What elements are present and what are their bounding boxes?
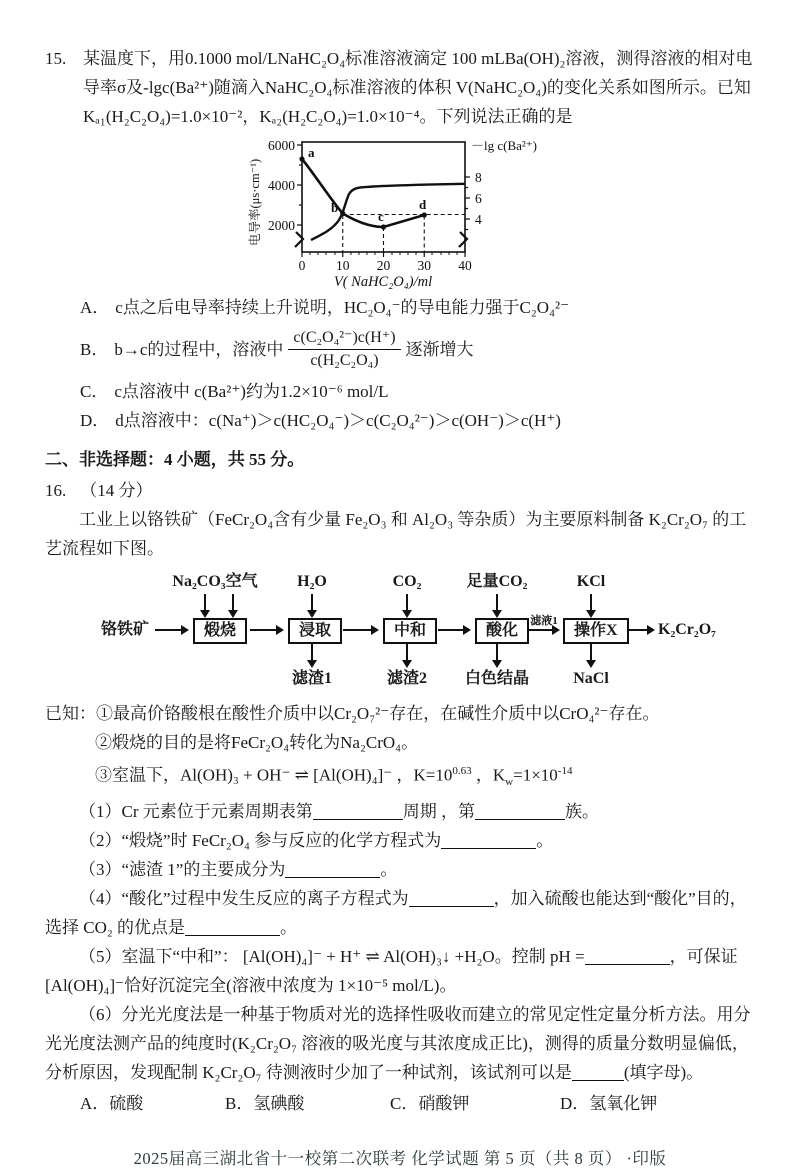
x-tick-30: 30 (417, 258, 431, 273)
right-tick-8: 8 (475, 170, 482, 185)
q15-stem-text: 某温度下，用0.1000 mol/LNaHC₂O₄标准溶液滴定 100 mLBa(OH)₂溶液，测得溶液的相对电导率σ及-lgc(Ba²⁺)随滴入NaHC₂O₄标准溶液的体积 V(NaHC₂O₄)的变化关系如图所示。已知Kₐ₁(H₂C₂O₄)=1.0×10⁻²，Kₐ₂(H₂C₂O₄)=1.0×10⁻⁴。下列说法正确的是 (83, 49, 753, 126)
x-tick-10: 10 (336, 258, 350, 273)
q15-number: 15. (45, 49, 67, 68)
choice-a: A．硫酸 (80, 1094, 144, 1114)
q15-option-c (80, 377, 755, 406)
q15-option-a (80, 293, 755, 322)
down-arrow-icon (232, 594, 234, 616)
point-b-label: b (331, 200, 339, 215)
sub1-text: （1）Cr 元素位于元素周期表第 (79, 802, 313, 822)
sub3-text2: 。 (380, 860, 398, 880)
flow-residue2: 滤渣2 (386, 670, 428, 687)
y-left-axis-label: 电导率(μs·cm⁻¹) (248, 158, 262, 246)
answer-blank (409, 890, 494, 907)
right-arrow-icon (628, 629, 653, 631)
known-item3-mid: ，K (471, 765, 506, 785)
titration-chart (45, 134, 755, 290)
flow-nacl: NaCl (573, 670, 609, 687)
flow-product-k2cr2o7: K₂Cr₂O₇ (658, 621, 716, 638)
q16-known-2: ②煅烧的目的是将FeCr₂O₄转化为Na₂CrO₄。 (95, 733, 419, 752)
point-c-label: c (378, 209, 384, 224)
flow-reagent-excess-co2: 足量CO₂ (466, 573, 528, 590)
flow-residue1: 滤渣1 (291, 670, 333, 687)
sub4-text3: 。 (280, 918, 298, 938)
known-item3-pre: ③室温下，Al(OH)₃ + OH⁻ ⇌ [Al(OH)₄]⁻ ，K=10 (95, 765, 453, 785)
flow-white-crystal: 白色结晶 (464, 670, 530, 687)
down-arrow-icon (406, 594, 408, 616)
answer-blank (475, 803, 565, 820)
sub1-text2: 周期 ，第 (402, 802, 475, 822)
down-arrow-icon (311, 644, 313, 666)
flow-reagent-kcl: KCl (576, 573, 606, 590)
q15-stem (45, 44, 755, 131)
sub4-text2: ，加入硫酸也能达到“酸化”目的，选择 CO₂ 的优点是 (45, 889, 747, 938)
answer-blank (572, 1064, 624, 1081)
q16-sub1 (45, 797, 755, 826)
right-arrow-icon (438, 629, 469, 631)
option-b-letter: B． (80, 340, 109, 359)
page-footer: 2025届高三湖北省十一校第二次联考 化学试题 第 5 页（共 8 页） ·印版 (133, 1149, 667, 1169)
fraction-numerator: c(C₂O₄²⁻)c(H⁺) (288, 327, 400, 350)
left-tick-2000: 2000 (268, 218, 295, 233)
known-item3-mid2: =1×10 (513, 765, 558, 785)
down-arrow-icon (311, 594, 313, 616)
answer-blank (185, 919, 280, 936)
flow-filtrate1-label: 滤液1 (530, 615, 558, 627)
x-tick-40: 40 (458, 258, 472, 273)
down-arrow-icon (590, 644, 592, 666)
q16-sub4 (45, 884, 755, 942)
down-arrow-icon (590, 594, 592, 616)
option-b-fraction (288, 327, 400, 372)
option-a-text: c点之后电导率持续上升说明，HC₂O₄⁻的导电能力强于C₂O₄²⁻ (115, 298, 570, 317)
q15-option-b (80, 327, 755, 372)
answer-blank (585, 948, 670, 965)
right-arrow-icon (343, 629, 377, 631)
q16-sub5 (45, 942, 755, 1000)
q16-known-1 (45, 699, 755, 728)
option-c-text: c点溶液中 c(Ba²⁺)约为1.2×10⁻⁶ mol/L (114, 382, 389, 401)
q16-sub3 (45, 855, 755, 884)
point-d-label: d (419, 197, 427, 212)
sub2-text: （2）“煅烧”时 FeCr₂O₄ 参与反应的化学方程式为 (79, 831, 442, 851)
y-right-axis-label: －lg c(Ba²⁺) (471, 138, 537, 153)
flow-step-leaching: 浸取 (288, 618, 342, 644)
point-a-label: a (308, 145, 315, 160)
flow-reagent-co2: CO₂ (392, 573, 422, 590)
x-axis-label: V( NaHC₂O₄)/ml (333, 274, 433, 290)
known-item1: ①最高价铬酸根在酸性介质中以Cr₂O₇²⁻存在，在碱性介质中以CrO₄²⁻存在。 (96, 704, 660, 723)
option-b-pre: b→c的过程中，溶液中 (114, 340, 284, 359)
x-tick-20: 20 (376, 258, 391, 273)
point-a (299, 156, 304, 161)
choice-d: D．氢氧化钾 (560, 1094, 658, 1114)
chart-svg (245, 134, 575, 290)
exponent-neg14: -14 (557, 765, 573, 777)
answer-blank (441, 832, 536, 849)
q16-sub2 (45, 826, 755, 855)
answer-blank (285, 861, 380, 878)
left-tick-6000: 6000 (268, 138, 295, 153)
flow-step-acidify: 酸化 (475, 618, 529, 644)
flow-diagram (45, 567, 755, 693)
right-tick-6: 6 (475, 191, 482, 206)
right-arrow-icon (529, 629, 558, 631)
down-arrow-icon (406, 644, 408, 666)
subscript-w: w (505, 776, 514, 789)
sub6-text: （6）分光光度法是一种基于物质对光的选择性吸收而建立的常见定性定量分析方法。用分光光度法测产品的纯度时(K₂Cr₂O₇ 溶液的吸光度与其浓度成正比)，测得的质量分数明显偏低，分析原因，发现配制 K₂Cr₂O₇ 待测液时少加了一种试剂，该试剂可以是 (45, 1005, 751, 1083)
sub6-text2: (填字母)。 (623, 1063, 704, 1083)
q16-score: （14 分） (80, 481, 153, 500)
flow-reagent-na2co3-air: Na₂CO₃空气 (172, 573, 258, 590)
q15-option-d (80, 406, 755, 435)
sub5-text2: ，可保证[Al(OH)₄]⁻恰好沉淀完全(溶液中浓度为 1×10⁻⁵ mol/L)。 (45, 947, 738, 996)
sub1-text3: 族。 (565, 802, 599, 822)
sub5-text: （5）室温下“中和”： [Al(OH)₄]⁻ + H⁺ ⇌ Al(OH)₃↓ +H₂O。控制 pH = (79, 947, 585, 967)
sub3-text: （3）“滤渣 1”的主要成分为 (79, 860, 286, 880)
q16-sub6 (45, 1000, 755, 1087)
option-a-letter: A． (80, 298, 110, 317)
q16-sub6-choices (80, 1089, 755, 1118)
q16-number: 16. (45, 481, 67, 500)
q15-options (80, 293, 755, 435)
answer-blank (313, 803, 403, 820)
x-tick-0: 0 (298, 258, 306, 273)
option-c-letter: C． (80, 382, 109, 401)
down-arrow-icon (496, 594, 498, 616)
down-arrow-icon (204, 594, 206, 616)
point-c (381, 224, 386, 229)
down-arrow-icon (496, 644, 498, 666)
choice-c: C．硝酸钾 (390, 1094, 470, 1114)
flow-step-roasting: 煅烧 (193, 618, 247, 644)
flow-reagent-h2o: H₂O (297, 573, 327, 590)
fraction-denominator: c(H₂C₂O₄) (310, 352, 379, 369)
option-d-text: d点溶液中：c(Na⁺)＞c(HC₂O₄⁻)＞c(C₂O₄²⁻)＞c(OH⁻)＞c(H⁺) (115, 411, 561, 430)
q16-known-3 (45, 757, 755, 797)
choice-b: B．氢碘酸 (225, 1094, 305, 1114)
right-arrow-icon (155, 629, 187, 631)
sub4-text: （4）“酸化”过程中发生反应的离子方程式为 (79, 889, 409, 909)
flow-step-neutralize: 中和 (383, 618, 437, 644)
right-arrow-icon (250, 629, 282, 631)
conductivity-curve (302, 159, 424, 227)
flow-step-operation-x: 操作X (563, 618, 629, 644)
option-b-post: 逐渐增大 (405, 340, 474, 359)
flow-input-chromite: 铬铁矿 (101, 621, 150, 638)
section2-title: 二、非选择题：4 小题，共 55 分。 (45, 450, 305, 469)
sub2-text2: 。 (536, 831, 554, 851)
point-d (422, 212, 427, 217)
option-d-letter: D． (80, 411, 110, 430)
known-label: 已知： (45, 704, 96, 723)
exponent-063: 0.63 (452, 765, 472, 777)
q16-header (45, 476, 755, 505)
right-tick-4: 4 (475, 212, 482, 227)
left-tick-4000: 4000 (268, 178, 295, 193)
point-b (340, 211, 345, 216)
q16-intro: 工业上以铬铁矿（FeCr₂O₄含有少量 Fe₂O₃ 和 Al₂O₃ 等杂质）为主要原料制备 K₂Cr₂O₇ 的工艺流程如下图。 (45, 510, 747, 558)
